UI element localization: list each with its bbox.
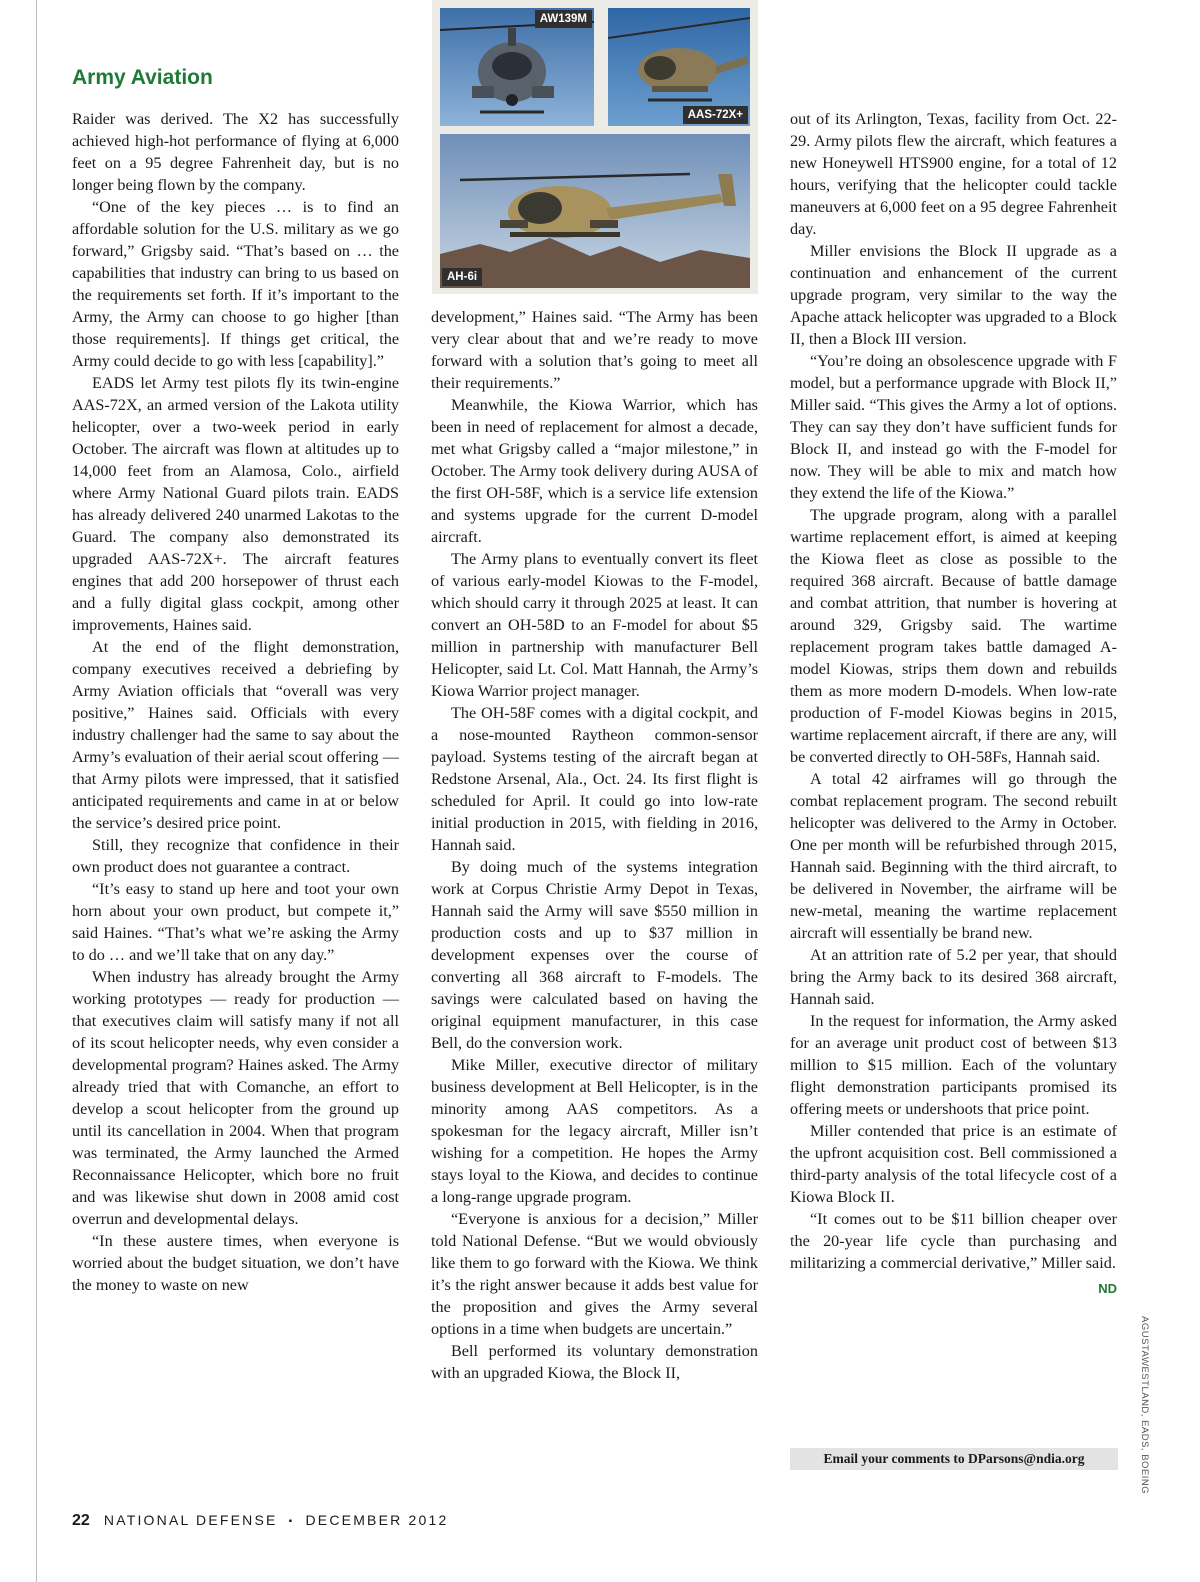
paragraph: Mike Miller, executive director of military business development at Bell Helicopter, is in the minority among AAS competitors. As a spokesman for the legacy aircraft, Miller isn’t wishing for a competition. He hopes the Army stays loyal to the Kiowa, and decides to continue a long-range upgrade program. [431, 1056, 758, 1206]
paragraph: Raider was derived. The X2 has successfully achieved high-hot performance of flying at 6,000 feet on a 95 degree Fahrenheit day, but is no longer being flown by the company. [72, 110, 399, 194]
paragraph: When industry has already brought the Army working prototypes — ready for production — that executives claim will satisfy many if not all of its scout helicopter needs, why even consider a developmental program? Haines asked. The Army already tried that with Comanche, an effort to develop a scout helicopter from the ground up until its cancellation in 2004. When that program was terminated, the Army launched the Armed Reconnaissance Helicopter, which bore no fruit and was likewise shut down in 2008 amid cost overrun and developmental delays. [72, 968, 399, 1228]
footer-separator: ▪ [288, 1516, 295, 1527]
article-column-1 [72, 108, 399, 1296]
paragraph: A total 42 airframes will go through the combat replacement program. The second rebuilt helicopter was delivered to the Army in October. One per month will be refurbished through 2015, Hannah said. Beginning with the third aircraft, to be delivered in November, the airframe will be new-metal, meaning the wartime replacement aircraft will essentially be brand new. [790, 770, 1117, 942]
page-number: 22 [72, 1512, 90, 1529]
paragraph: At an attrition rate of 5.2 per year, that should bring the Army back to its desired 368 aircraft, Hannah said. [790, 946, 1117, 1008]
photo-label-ah-6i: AH-6i [442, 268, 482, 286]
page-edge-rule [36, 0, 37, 1582]
ah-6i-photo [440, 134, 750, 288]
paragraph: The upgrade program, along with a parallel wartime replacement effort, is aimed at keeping the Kiowa fleet as close as possible to the required 368 aircraft. Because of battle damage and combat attrition, that number is hovering at around 329, Grigsby said. The wartime replacement program takes battle damaged A-model Kiowas, strips them down and rebuilds them as more modern D-models. When low-rate production of F-model Kiowas begins in 2015, wartime replacement aircraft, if there are any, will be converted directly to OH-58Fs, Hannah said. [790, 506, 1117, 766]
paragraph: “You’re doing an obsolescence upgrade with F model, but a performance upgrade with Block II,” Miller said. “This gives the Army a lot of options. They can say they don’t have sufficient funds for Block II, and instead go with the F-model for now. They will be able to mix and match how they extend the life of the Kiowa.” [790, 352, 1117, 502]
photo-label-aw139m: AW139M [535, 10, 592, 28]
paragraph: out of its Arlington, Texas, facility from Oct. 22-29. Army pilots flew the aircraft, which features a new Honeywell HTS900 engine, for a total of 12 hours, verifying that the helicopter could tackle maneuvers at 6,000 feet on a 95 degree Fahrenheit day. [790, 110, 1117, 238]
paragraph: In the request for information, the Army asked for an average unit product cost of between $13 million to $15 million. Each of the voluntary flight demonstration participants promised its offering meets or undershoots that price point. [790, 1012, 1117, 1118]
paragraph-text: “It comes out to be $11 billion cheaper over the 20-year life cycle than purchasing and militarizing a commercial derivative,” Miller said. [790, 1210, 1117, 1272]
page-footer [72, 1512, 448, 1530]
section-title: Army Aviation [72, 66, 213, 89]
aas-72x-photo [608, 8, 750, 126]
paragraph: Meanwhile, the Kiowa Warrior, which has been in need of replacement for almost a decade, met what Grigsby called a “major milestone,” in October. The Army took delivery during AUSA of the first OH-58F, which is a service life extension and systems upgrade for the current D-model aircraft. [431, 396, 758, 546]
email-comments-box [790, 1448, 1118, 1470]
paragraph: The Army plans to eventually convert its fleet of various early-model Kiowas to the F-model, which should carry it through 2025 at least. It can convert an OH-58D to an F-model for about $5 million in partnership with manufacturer Bell Helicopter, said Lt. Col. Matt Hannah, the Army’s Kiowa Warrior project manager. [431, 550, 758, 700]
publication-name: NATIONAL DEFENSE [103, 1512, 278, 1528]
paragraph: Miller contended that price is an estimate of the upfront acquisition cost. Bell commissioned a third-party analysis of the total lifecycle cost of a Kiowa Block II. [790, 1122, 1117, 1206]
paragraph: Miller envisions the Block II upgrade as a continuation and enhancement of the current upgrade program, very similar to the way the Apache attack helicopter was upgraded to a Block II, then a Block III version. [790, 242, 1117, 348]
article-column-2 [431, 306, 758, 1384]
email-address-link[interactable]: DParsons@ndia.org [968, 1451, 1085, 1466]
paragraph: “One of the key pieces … is to find an affordable solution for the U.S. military as we go forward,” Grigsby said. “That’s based on … the capabilities that industry can bring to us based on the requirements set forth. If it’s important to the Army, the Army can choose to go higher [than those requirements]. If things get critical, the Army could decide to go with less [capability].” [72, 198, 399, 370]
issue-date: DECEMBER 2012 [305, 1512, 449, 1528]
photo-collage [432, 0, 758, 294]
paragraph: development,” Haines said. “The Army has been very clear about that and we’re ready to move forward with a solution that’s going to meet all their requirements.” [431, 308, 758, 392]
paragraph-last [790, 1208, 1117, 1296]
paragraph: “In these austere times, when everyone is worried about the budget situation, we don’t have the money to waste on new [72, 1232, 399, 1294]
paragraph: “It’s easy to stand up here and toot your own horn about your own product, but compete it,” said Haines. “That’s what we’re asking the Army to do … and we’ll take that on any day.” [72, 880, 399, 964]
paragraph: Bell performed its voluntary demonstration with an upgraded Kiowa, the Block II, [431, 1342, 758, 1382]
aw139m-photo [440, 8, 594, 126]
photo-label-aas-72x: AAS-72X+ [683, 106, 748, 124]
paragraph: “Everyone is anxious for a decision,” Miller told National Defense. “But we would obviously like them to go forward with the Kiowa. We think it’s the right answer because it adds best value for the proposition and gives the Army several options in a time when budgets are uncertain.” [431, 1210, 758, 1338]
end-mark: ND [1098, 1281, 1117, 1296]
paragraph: The OH-58F comes with a digital cockpit, and a nose-mounted Raytheon common-sensor payload. Systems testing of the aircraft began at Redstone Arsenal, Ala., Oct. 24. Its first flight is scheduled for April. It could go into low-rate initial production in 2015, with fielding in 2016, Hannah said. [431, 704, 758, 854]
photo-credit: AGUSTAWESTLAND, EADS, BOEING [1139, 1316, 1150, 1495]
paragraph: EADS let Army test pilots fly its twin-engine AAS-72X, an armed version of the Lakota utility helicopter, over a two-week period in early October. The aircraft was flown at altitudes up to 14,000 feet from an Alamosa, Colo., airfield where Army National Guard pilots train. EADS has already delivered 240 unarmed Lakotas to the Guard. The company also demonstrated its upgraded AAS-72X+. The aircraft features engines that add 200 horsepower of thrust each and a fully digital glass cockpit, among other improvements, Haines said. [72, 374, 399, 634]
paragraph: At the end of the flight demonstration, company executives received a debriefing by Army Aviation officials that “overall was very positive,” Haines said. Officials with every industry challenger had the same to say about the Army’s evaluation of their aerial scout offering — that Army pilots were impressed, that it satisfied anticipated requirements and came in at or below the service’s desired price point. [72, 638, 399, 832]
paragraph: Still, they recognize that confidence in their own product does not guarantee a contract. [72, 836, 399, 876]
email-prefix: Email your comments to [823, 1451, 969, 1466]
paragraph: By doing much of the systems integration work at Corpus Christie Army Depot in Texas, Hannah said the Army will save $550 million in production costs and up to $37 million in development expenses over the course of converting all 368 aircraft to F-models. The savings were calculated based on having the original equipment manufacturer, in this case Bell, do the conversion work. [431, 858, 758, 1052]
article-column-3 [790, 108, 1117, 1300]
